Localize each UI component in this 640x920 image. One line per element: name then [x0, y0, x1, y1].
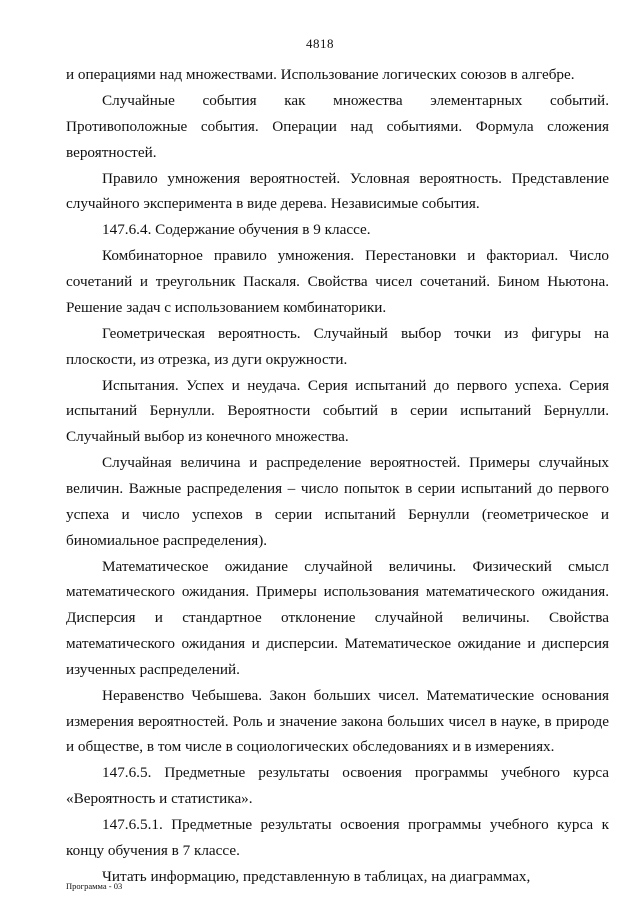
paragraph: Неравенство Чебышева. Закон больших чисел. Математические основания измерения вероятностей. Роль и значение закона больших чисел в науке, в природе и обществе, в том числе в социологических обследованиях и в измерениях. [66, 686, 609, 756]
paragraph: Комбинаторное правило умножения. Перестановки и факториал. Число сочетаний и треугольник Паскаля. Свойства чисел сочетаний. Бином Ньютона. Решение задач с использованием комбинаторики. [66, 247, 609, 316]
document-body [66, 62, 609, 890]
section-heading: 147.6.5.1. Предметные результаты освоения программы учебного курса к концу обучения в 7 классе. [66, 816, 609, 859]
paragraph: Случайная величина и распределение вероятностей. Примеры случайных величин. Важные распределения – число попыток в серии испытаний до первого успеха и число успехов в серии испытаний Бернулли (геометрическое и биномиальное распределения). [66, 454, 609, 549]
section-heading: 147.6.5. Предметные результаты освоения программы учебного курса «Вероятность и статистика». [66, 764, 609, 808]
paragraph: Испытания. Успех и неудача. Серия испытаний до первого успеха. Серия испытаний Бернулли. Вероятности событий в серии испытаний Бернулли. Случайный выбор из конечного множества. [66, 376, 609, 446]
paragraph: и операциями над множествами. Использование логических союзов в алгебре. [66, 66, 575, 83]
paragraph: Случайные события как множества элементарных событий. Противоположные события. Операции над событиями. Формула сложения вероятностей. [66, 91, 609, 161]
paragraph: Читать информацию, представленную в таблицах, на диаграммах, [102, 867, 531, 885]
page-number: 4818 [306, 36, 334, 51]
paragraph: Геометрическая вероятность. Случайный выбор точки из фигуры на плоскости, из отрезка, из дуги окружности. [66, 324, 609, 368]
paragraph: Математическое ожидание случайной величины. Физический смысл математического ожидания. Примеры использования математического ожидания. Дисперсия и стандартное отклонение случайной величины. Свойства математического ожидания и дисперсии. Математическое ожидание и дисперсия изученных распределений. [66, 557, 609, 678]
page-footer: Программа - 03 [66, 881, 123, 891]
paragraph: Правило умножения вероятностей. Условная вероятность. Представление случайного эксперимента в виде дерева. Независимые события. [66, 169, 609, 213]
section-heading: 147.6.4. Содержание обучения в 9 классе. [102, 221, 371, 239]
